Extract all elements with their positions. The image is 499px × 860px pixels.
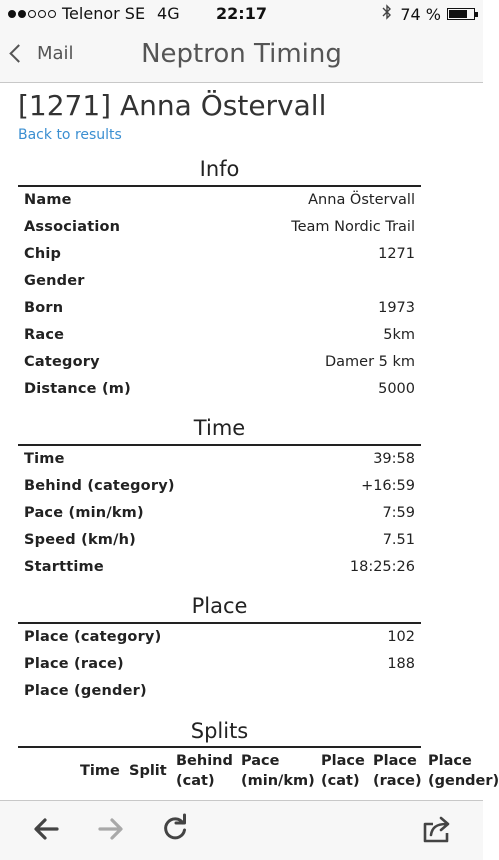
- splits-col-pace: Pace (min/km): [241, 753, 315, 789]
- back-arrow-icon: [32, 817, 60, 845]
- row-label: Place (race): [24, 656, 124, 672]
- network-type: 4G: [157, 4, 180, 23]
- back-label: Mail: [37, 43, 74, 64]
- row-label: Category: [24, 354, 100, 370]
- row-value: 102: [387, 629, 415, 645]
- carrier-name: Telenor SE: [62, 4, 146, 23]
- row-label: Place (category): [24, 629, 162, 645]
- splits-col-place-gender: Place (gender): [428, 753, 499, 789]
- battery-icon: [447, 8, 475, 20]
- row-value: Anna Östervall: [308, 192, 415, 208]
- info-row-category: [18, 350, 421, 377]
- reload-button[interactable]: [155, 813, 195, 849]
- splits-col-place-race: Place (race): [373, 753, 422, 789]
- share-button[interactable]: [417, 813, 457, 849]
- divider: [18, 746, 421, 748]
- info-row-born: [18, 296, 421, 323]
- page-header-title: Neptron Timing: [141, 39, 342, 69]
- row-value: 18:25:26: [349, 559, 415, 575]
- row-value: 1973: [378, 300, 415, 316]
- row-value: 7:59: [382, 505, 415, 521]
- divider: [18, 185, 421, 187]
- time-row-starttime: [18, 555, 421, 582]
- info-row-distance: [18, 377, 421, 404]
- row-value: 7.51: [382, 532, 415, 548]
- row-value: 5km: [383, 327, 415, 343]
- time-row-behind: [18, 474, 421, 501]
- row-label: Place (gender): [24, 683, 147, 699]
- place-section-title: Place: [191, 594, 248, 618]
- reload-icon: [161, 815, 189, 847]
- splits-col-place-cat: Place (cat): [321, 753, 365, 789]
- row-label: Pace (min/km): [24, 505, 144, 521]
- place-row-category: [18, 625, 421, 652]
- status-bar: [0, 0, 483, 28]
- row-label: Behind (category): [24, 478, 175, 494]
- divider: [18, 622, 421, 624]
- share-icon: [422, 815, 452, 847]
- forward-button[interactable]: [91, 813, 131, 849]
- row-value: 39:58: [373, 451, 415, 467]
- browser-toolbar: [0, 800, 483, 860]
- page-title: [1271] Anna Östervall: [18, 89, 327, 122]
- info-row-name: [18, 188, 421, 215]
- back-to-results-link[interactable]: Back to results: [18, 127, 122, 143]
- row-value: 1271: [378, 246, 415, 262]
- place-row-race: [18, 652, 421, 679]
- info-section-title: Info: [199, 157, 240, 181]
- bluetooth-icon: [382, 4, 392, 24]
- row-label: Starttime: [24, 559, 104, 575]
- row-label: Chip: [24, 246, 62, 262]
- divider: [18, 444, 421, 446]
- status-right: [382, 4, 475, 24]
- splits-col-split: Split: [129, 763, 167, 779]
- status-time: 22:17: [216, 4, 267, 23]
- row-label: Race: [24, 327, 65, 343]
- forward-arrow-icon: [97, 817, 125, 845]
- row-value: Team Nordic Trail: [291, 219, 415, 235]
- row-label: Distance (m): [24, 381, 131, 397]
- info-row-chip: [18, 242, 421, 269]
- place-row-gender: [18, 679, 421, 706]
- row-label: Born: [24, 300, 64, 316]
- row-value: 5000: [378, 381, 415, 397]
- info-row-race: [18, 323, 421, 350]
- splits-section-title: Splits: [190, 719, 249, 743]
- splits-col-time: Time: [80, 763, 120, 779]
- row-label: Time: [24, 451, 65, 467]
- splits-table-header: [18, 751, 499, 807]
- time-row-pace: [18, 501, 421, 528]
- battery-percent: 74 %: [400, 4, 441, 24]
- time-section-title: Time: [193, 416, 246, 440]
- navigation-bar: [0, 28, 483, 83]
- time-row-speed: [18, 528, 421, 555]
- row-label: Association: [24, 219, 121, 235]
- row-label: Speed (km/h): [24, 532, 136, 548]
- row-label: Gender: [24, 273, 85, 289]
- splits-col-behind-cat: Behind (cat): [176, 753, 233, 789]
- time-row-time: [18, 447, 421, 474]
- back-button[interactable]: [26, 813, 66, 849]
- row-value: +16:59: [361, 478, 415, 494]
- page-content[interactable]: [0, 83, 499, 800]
- row-value: Damer 5 km: [324, 354, 415, 370]
- row-value: 188: [387, 656, 415, 672]
- row-label: Name: [24, 192, 72, 208]
- info-row-gender: [18, 269, 421, 296]
- info-row-association: [18, 215, 421, 242]
